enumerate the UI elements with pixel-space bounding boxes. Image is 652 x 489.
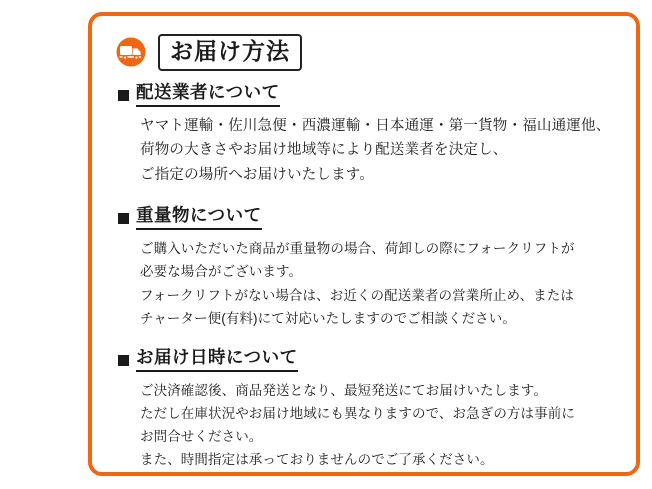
square-bullet-icon [118, 213, 129, 224]
section-heavy-items [114, 204, 614, 330]
section-body [140, 237, 614, 330]
page-title: お届け方法 [170, 38, 290, 64]
square-bullet-icon [118, 355, 129, 366]
body-line: ご購入いただいた商品が重量物の場合、荷卸しの際にフォークリフトが [140, 241, 575, 257]
body-line: ただし在庫状況やお届け地域にも異なりますので、お急ぎの方は事前に [140, 405, 575, 421]
body-line: 荷物の大きさやお届け地域等により配送業者を決定し、 [140, 142, 508, 159]
section-title: 配送業者について [136, 81, 280, 107]
delivery-truck-icon [114, 37, 148, 67]
section-heading [118, 346, 614, 372]
section-heading [118, 81, 614, 107]
panel-title-box [158, 34, 302, 71]
body-line: お問合せください。 [140, 429, 263, 445]
body-line: また、時間指定は承っておりませんのでご了承ください。 [140, 452, 494, 468]
body-line: フォークリフトがない場合は、お近くの配送業者の営業所止め、または [140, 287, 574, 303]
section-body [140, 114, 614, 189]
body-line: 必要な場合がございます。 [140, 264, 303, 280]
section-title: お届け日時について [136, 346, 298, 372]
body-line: チャーター便(有料)にて対応いたしますのでご相談ください。 [140, 310, 516, 326]
square-bullet-icon [118, 90, 129, 101]
section-heading [118, 204, 614, 230]
section-delivery-datetime [114, 346, 614, 472]
section-title: 重量物について [136, 204, 262, 230]
section-body [140, 379, 614, 472]
delivery-info-panel [88, 12, 640, 476]
body-line: ご決済確認後、商品発送となり、最短発送にてお届けいたします。 [140, 382, 547, 398]
section-carrier [114, 81, 614, 189]
body-line: ヤマト運輸・佐川急便・西濃運輸・日本通運・第一貨物・福山通運他、 [140, 117, 611, 134]
body-line: ご指定の場所へお届けいたします。 [140, 167, 375, 184]
panel-header [114, 34, 614, 71]
